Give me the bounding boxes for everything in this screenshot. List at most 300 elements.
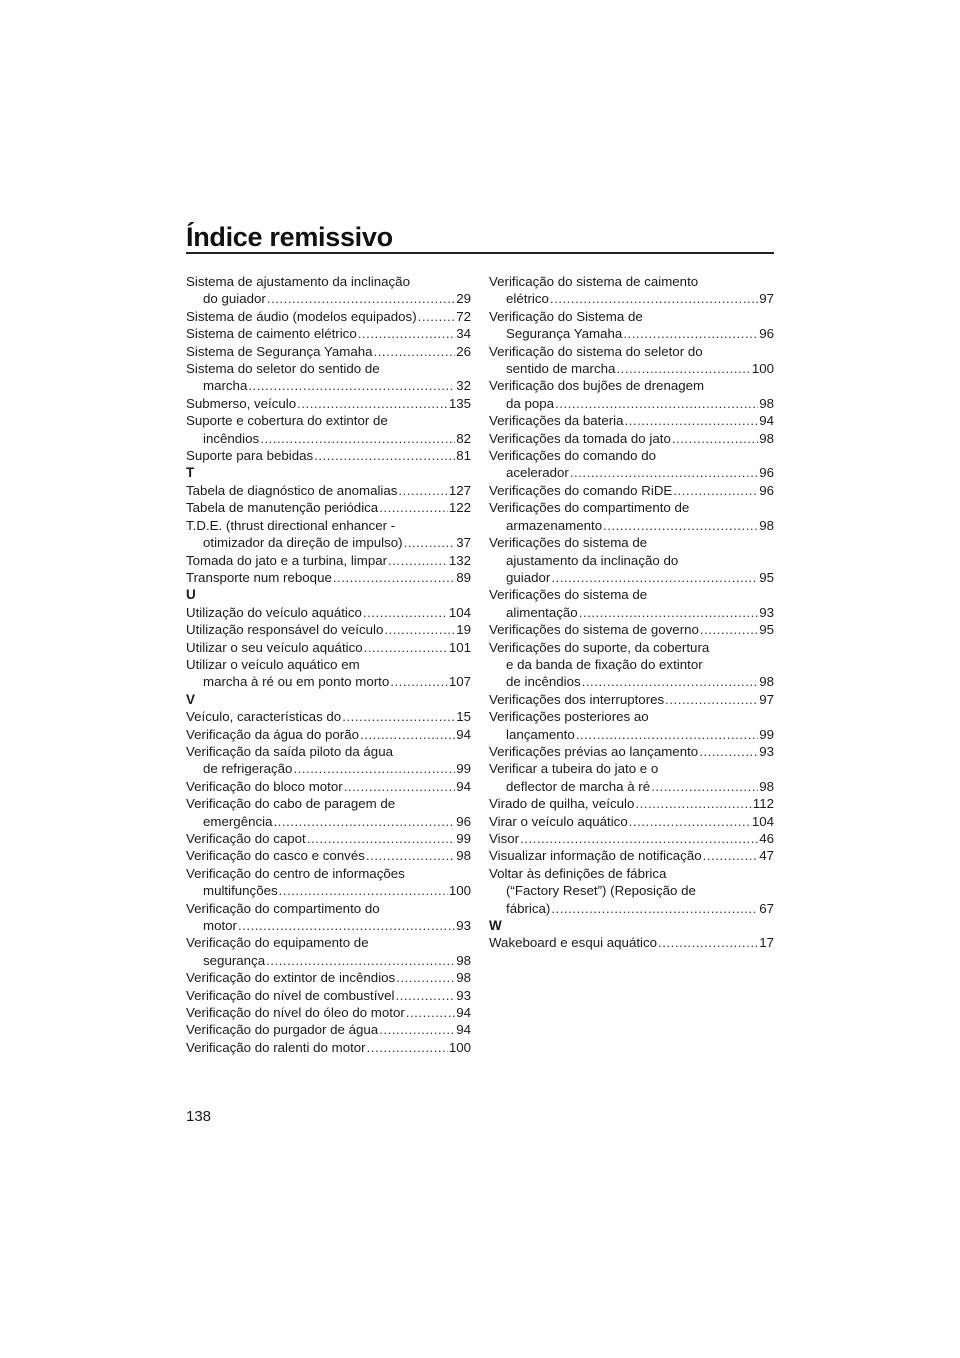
index-entry-text: Verificações do sistema de governo: [489, 622, 699, 638]
index-entry-text: Verificação do bloco motor: [186, 778, 343, 794]
index-entry-text: Verificações do comando RiDE: [489, 482, 673, 498]
index-entry: [186, 934, 471, 969]
index-entry-text: Utilização responsável do veículo: [186, 622, 384, 638]
index-entry-text: alimentação: [506, 604, 578, 620]
index-entry-text: e da banda de fixação do extintor: [506, 656, 703, 672]
index-entry-line: [186, 552, 471, 569]
index-entry-text: Submerso, veículo: [186, 395, 297, 411]
index-entry-page: 98: [759, 778, 774, 794]
dot-leader: [551, 569, 758, 586]
index-letter-heading: W: [489, 918, 502, 934]
index-entry: [489, 813, 774, 830]
index-letter-heading: V: [186, 691, 196, 707]
index-entry-page: 98: [456, 848, 471, 864]
index-entry-line: [186, 604, 471, 621]
index-entry-text: Verificação do equipamento de: [186, 935, 369, 951]
index-entry: [489, 308, 774, 343]
index-column-left: [186, 273, 471, 1056]
dot-leader: [520, 830, 758, 847]
index-entry-line: [186, 621, 471, 638]
index-entry: [186, 639, 471, 656]
index-entry-line: [186, 1039, 471, 1056]
index-entry: [186, 847, 471, 864]
index-entry-page: 81: [456, 448, 471, 464]
index-entry-line: [489, 360, 774, 377]
index-entry-page: 37: [456, 535, 471, 551]
index-entry-line: [489, 482, 774, 499]
index-entry-line: [186, 987, 471, 1004]
dot-leader: [266, 952, 455, 969]
dot-leader: [248, 377, 455, 394]
dot-leader: [344, 778, 456, 795]
index-entry-line: [186, 1021, 471, 1038]
index-entry-page: 72: [456, 308, 471, 324]
index-entry-line: [186, 569, 471, 586]
index-entry-line: [489, 621, 774, 638]
dot-leader: [293, 760, 455, 777]
index-entry-text: emergência: [203, 813, 273, 829]
index-entry-page: 17: [759, 935, 774, 951]
index-entry-line: [186, 447, 471, 464]
index-entry-text: incêndios: [203, 430, 260, 446]
index-entry-page: 47: [759, 848, 774, 864]
index-entry-line: [489, 778, 774, 795]
dot-leader: [555, 395, 758, 412]
index-entry: [186, 726, 471, 743]
index-entry-page: 96: [759, 482, 774, 498]
index-entry-page: 132: [448, 552, 471, 568]
index-entry-text: Utilizar o seu veículo aquático: [186, 639, 363, 655]
index-entry-line: [489, 934, 774, 951]
index-entry-text: Utilizar o veículo aquático em: [186, 656, 360, 672]
index-entry-line: [186, 952, 471, 969]
index-entry-page: 122: [448, 500, 471, 516]
index-entry-text: Utilização do veículo aquático: [186, 604, 362, 620]
index-entry: [186, 273, 471, 308]
index-entry: [489, 482, 774, 499]
index-entry-line: [186, 499, 471, 516]
dot-leader: [665, 691, 758, 708]
dot-leader: [279, 882, 448, 899]
index-entry-line: [489, 569, 774, 586]
index-entry: [186, 795, 471, 830]
dot-leader: [550, 290, 758, 307]
index-entry-page: 112: [752, 796, 774, 812]
index-entry-text: Tomada do jato e a turbina, limpar: [186, 552, 388, 568]
index-entry-line: [186, 917, 471, 934]
index-entry-line: [186, 1004, 471, 1021]
index-entry-line: [186, 708, 471, 725]
index-entry-line: [186, 430, 471, 447]
index-entry-line: [186, 969, 471, 986]
index-entry-page: 32: [456, 378, 471, 394]
dot-leader: [699, 743, 758, 760]
dot-leader: [658, 934, 758, 951]
index-entry-text: Virado de quilha, veículo: [489, 796, 635, 812]
index-entry-text: guiador: [506, 569, 551, 585]
index-entry-text: armazenamento: [506, 517, 603, 533]
index-entry: [489, 830, 774, 847]
index-entry: [489, 621, 774, 638]
index-entry-line: [186, 847, 471, 864]
index-entry-page: 93: [759, 604, 774, 620]
dot-leader: [625, 412, 759, 429]
index-entry-page: 93: [456, 987, 471, 1003]
index-entry-line: [186, 778, 471, 795]
dot-leader: [395, 987, 455, 1004]
index-entry: [186, 778, 471, 795]
dot-leader: [635, 795, 751, 812]
index-entry: [186, 900, 471, 935]
index-entry-text: Verificação da água do porão: [186, 726, 359, 742]
index-entry: [186, 1004, 471, 1021]
index-entry-line: [489, 290, 774, 307]
index-entry: [489, 499, 774, 534]
index-entry-line: [489, 795, 774, 812]
index-entry-page: 98: [456, 970, 471, 986]
index-entry-text: Sistema de Segurança Yamaha: [186, 343, 373, 359]
index-entry: [489, 934, 774, 951]
dot-leader: [333, 569, 455, 586]
index-entry-text: Suporte para bebidas: [186, 448, 314, 464]
index-entry-page: 98: [759, 430, 774, 446]
index-entry-text: otimizador da direção de impulso): [203, 535, 403, 551]
index-entry-text: Verificação do sistema do seletor do: [489, 343, 703, 359]
index-entry-page: 94: [759, 413, 774, 429]
dot-leader: [579, 604, 759, 621]
index-entry: [489, 708, 774, 743]
index-entry-line: [489, 464, 774, 481]
title-divider: [186, 252, 774, 254]
index-entry-text: Verificação do casco e convés: [186, 848, 365, 864]
dot-leader: [629, 813, 751, 830]
index-entry-page: 127: [448, 482, 471, 498]
index-entry-text: de refrigeração: [203, 761, 293, 777]
index-entry-line: [489, 517, 774, 534]
index-entry: [186, 656, 471, 691]
dot-leader: [673, 482, 758, 499]
dot-leader: [700, 621, 758, 638]
index-entry-text: Verificação do ralenti do motor: [186, 1039, 366, 1055]
index-entry-page: 96: [456, 813, 471, 829]
index-entry-text: acelerador: [506, 465, 569, 481]
index-entry: [186, 395, 471, 412]
index-entry: [489, 743, 774, 760]
index-entry-page: 34: [456, 326, 471, 342]
index-entry-text: Tabela de diagnóstico de anomalias: [186, 482, 398, 498]
index-entry: [186, 604, 471, 621]
index-entry-line: [186, 882, 471, 899]
index-entry: [186, 621, 471, 638]
dot-leader: [360, 726, 455, 743]
dot-leader: [366, 847, 455, 864]
index-entry-page: 97: [759, 691, 774, 707]
dot-leader: [551, 900, 758, 917]
index-entry-page: 93: [456, 918, 471, 934]
index-entry-text: Verificações do sistema de: [489, 587, 648, 603]
index-entry: [186, 569, 471, 586]
index-entry-page: 100: [448, 1039, 471, 1055]
index-entry-text: sentido de marcha: [506, 361, 616, 377]
index-entry-page: 98: [759, 674, 774, 690]
index-entry-text: Verificação do cabo de paragem de: [186, 796, 396, 812]
index-entry: [186, 499, 471, 516]
index-entry: [489, 273, 774, 308]
index-entry-page: 26: [456, 343, 471, 359]
index-entry-page: 107: [448, 674, 471, 690]
index-entry-text: motor: [203, 918, 237, 934]
index-entry-text: Wakeboard e esqui aquático: [489, 935, 658, 951]
index-entry-line: [489, 900, 774, 917]
index-entry-text: Verificações dos interruptores: [489, 691, 665, 707]
index-entry-text: Verificações da tomada do jato: [489, 430, 671, 446]
index-entry-text: Verificações posteriores ao: [489, 709, 649, 725]
dot-leader: [384, 621, 455, 638]
dot-leader: [672, 430, 758, 447]
index-entry: [186, 1021, 471, 1038]
index-entry: [186, 708, 471, 725]
index-entry-text: Transporte num reboque: [186, 569, 332, 585]
index-entry-text: Verificação do centro de informações: [186, 865, 405, 881]
dot-leader: [364, 639, 448, 656]
dot-leader: [616, 360, 750, 377]
index-entry-text: Voltar às definições de fábrica: [489, 865, 667, 881]
index-entry-text: Visualizar informação de notificação: [489, 848, 702, 864]
index-entry: [186, 517, 471, 552]
index-entry: [489, 447, 774, 482]
index-entry: [186, 1039, 471, 1056]
index-entry-text: Verificação dos bujões de drenagem: [489, 378, 705, 394]
index-entry-text: Tabela de manutenção periódica: [186, 500, 379, 516]
index-entry-text: Veículo, características do: [186, 709, 342, 725]
index-entry-line: [186, 813, 471, 830]
index-entry: [186, 743, 471, 778]
index-entry: [489, 343, 774, 378]
dot-leader: [307, 830, 455, 847]
dot-leader: [358, 325, 455, 342]
index-entry-page: 82: [456, 430, 471, 446]
index-entry-page: 94: [456, 778, 471, 794]
index-entry: [186, 325, 471, 342]
index-entry-line: [186, 726, 471, 743]
index-entry-line: [186, 639, 471, 656]
index-entry: [186, 830, 471, 847]
index-entry-page: 15: [456, 709, 471, 725]
index-entry-page: 98: [456, 952, 471, 968]
index-entry: [489, 795, 774, 812]
index-entry: [186, 865, 471, 900]
dot-leader: [314, 447, 455, 464]
index-entry-page: 19: [456, 622, 471, 638]
index-entry-line: [186, 482, 471, 499]
index-entry-text: Verificação do purgador de água: [186, 1022, 379, 1038]
dot-leader: [297, 395, 448, 412]
index-entry-text: Verificação do extintor de incêndios: [186, 970, 396, 986]
index-entry-text: marcha à ré ou em ponto morto: [203, 674, 390, 690]
dot-leader: [367, 1039, 448, 1056]
dot-leader: [703, 847, 759, 864]
index-entry-text: Verificação do nível de combustível: [186, 987, 395, 1003]
index-entry: [186, 552, 471, 569]
dot-leader: [379, 499, 448, 516]
index-entry-text: multifunções: [203, 883, 278, 899]
index-entry-text: Verificações do comando do: [489, 448, 657, 464]
index-entry-text: fábrica): [506, 900, 551, 916]
index-entry-text: marcha: [203, 378, 248, 394]
index-entry-page: 94: [456, 726, 471, 742]
index-entry-page: 95: [759, 622, 774, 638]
index-entry-line: [489, 604, 774, 621]
index-entry-text: Verificação do nível do óleo do motor: [186, 1005, 405, 1021]
index-entry-line: [489, 430, 774, 447]
index-entry-text: Verificação do capot: [186, 831, 306, 846]
index-entry-page: 96: [759, 326, 774, 342]
index-entry-text: Verificações da bateria: [489, 413, 624, 429]
index-entry-page: 98: [759, 517, 774, 533]
index-entry-text: Sistema do seletor do sentido de: [186, 361, 380, 377]
dot-leader: [651, 778, 758, 795]
dot-leader: [603, 517, 758, 534]
index-entry-line: [186, 673, 471, 690]
index-entry-text: (“Factory Reset”) (Reposição de: [506, 883, 696, 899]
index-entry: [489, 847, 774, 864]
index-entry-text: lançamento: [506, 726, 575, 742]
index-entry-text: Segurança Yamaha: [506, 326, 623, 342]
dot-leader: [388, 552, 448, 569]
dot-leader: [418, 308, 456, 325]
index-letter-heading: U: [186, 587, 196, 603]
index-entry-line: [186, 534, 471, 551]
dot-leader: [342, 708, 455, 725]
index-entry-text: segurança: [203, 952, 266, 968]
index-entry-text: da popa: [506, 395, 555, 411]
index-entry-text: elétrico: [506, 291, 549, 307]
index-entry-page: 67: [759, 900, 774, 916]
index-entry-text: Verificação do sistema de caimento: [489, 274, 699, 289]
index-entry: [186, 308, 471, 325]
page-number: 138: [186, 1108, 212, 1125]
index-entry-page: 104: [751, 813, 774, 829]
index-entry-text: Sistema de ajustamento da inclinação: [186, 274, 410, 289]
index-entry: [186, 482, 471, 499]
index-entry-text: Verificação da saída piloto da água: [186, 743, 393, 759]
dot-leader: [570, 464, 758, 481]
index-entry-page: 97: [759, 291, 774, 307]
index-entry: [186, 987, 471, 1004]
index-entry: [489, 586, 774, 621]
index-entry-text: Verificações prévias ao lançamento: [489, 743, 699, 759]
index-entry-text: do guiador: [203, 291, 266, 307]
index-entry: [489, 865, 774, 917]
index-entry-text: deflector de marcha à ré: [506, 778, 651, 794]
index-entry-line: [489, 395, 774, 412]
dot-leader: [582, 673, 759, 690]
index-entry: [186, 969, 471, 986]
index-entry-page: 100: [751, 361, 774, 377]
index-entry: [489, 534, 774, 586]
dot-leader: [398, 482, 447, 499]
index-entry-text: ajustamento da inclinação do: [506, 552, 679, 568]
index-entry: [186, 447, 471, 464]
index-entry: [186, 343, 471, 360]
index-entry-line: [489, 691, 774, 708]
index-entry-page: 94: [456, 1022, 471, 1038]
dot-leader: [273, 813, 455, 830]
dot-leader: [576, 726, 758, 743]
index-entry-text: Verificações do sistema de: [489, 535, 648, 551]
index-entry-line: [489, 412, 774, 429]
index-entry: [489, 639, 774, 691]
index-entry-page: 104: [448, 604, 471, 620]
index-entry-page: 93: [759, 743, 774, 759]
index-entry-text: Verificar a tubeira do jato e o: [489, 761, 659, 777]
index-entry-page: 46: [759, 831, 774, 846]
dot-leader: [238, 917, 455, 934]
index-entry-page: 101: [448, 639, 471, 655]
index-entry-text: Sistema de caimento elétrico: [186, 326, 357, 342]
index-column-right: [489, 273, 774, 952]
index-entry-line: [186, 760, 471, 777]
index-entry-line: [186, 290, 471, 307]
index-entry-page: 89: [456, 569, 471, 585]
index-entry-text: Suporte e cobertura do extintor de: [186, 413, 388, 429]
index-entry-text: T.D.E. (thrust directional enhancer -: [186, 517, 396, 533]
index-entry-page: 135: [448, 395, 471, 411]
index-entry-page: 29: [456, 291, 471, 307]
dot-leader: [379, 1021, 455, 1038]
dot-leader: [363, 604, 448, 621]
index-entry-text: Sistema de áudio (modelos equipados): [186, 308, 417, 324]
index-entry-line: [489, 726, 774, 743]
index-entry-page: 99: [456, 831, 471, 846]
index-entry-page: 94: [456, 1005, 471, 1021]
index-entry-text: Verificações do compartimento de: [489, 500, 690, 516]
index-entry: [489, 412, 774, 429]
dot-leader: [390, 673, 448, 690]
index-entry-page: 95: [759, 569, 774, 585]
index-entry-line: [186, 377, 471, 394]
index-entry-page: 99: [456, 761, 471, 777]
index-entry: [186, 360, 471, 395]
index-entry-line: [489, 813, 774, 830]
dot-leader: [374, 343, 456, 360]
index-entry-text: Verificação do Sistema de: [489, 308, 643, 324]
index-entry-line: [489, 743, 774, 760]
index-entry-line: [186, 830, 471, 847]
index-entry-page: 100: [448, 883, 471, 899]
dot-leader: [260, 430, 455, 447]
index-entry: [489, 377, 774, 412]
index-entry-text: de incêndios: [506, 674, 581, 690]
index-letter-heading: T: [186, 465, 195, 481]
index-entry-text: Verificação do compartimento do: [186, 900, 380, 916]
index-entry-line: [186, 395, 471, 412]
index-entry-line: [489, 673, 774, 690]
dot-leader: [404, 534, 456, 551]
dot-leader: [623, 325, 758, 342]
index-entry: [489, 430, 774, 447]
dot-leader: [396, 969, 455, 986]
index-entry-text: Verificações do suporte, da cobertura: [489, 639, 710, 655]
index-entry-text: Visor: [489, 831, 520, 846]
page-title: Índice remissivo: [186, 222, 393, 252]
index-entry-line: [489, 830, 774, 847]
index-entry-line: [489, 847, 774, 864]
index-entry-page: 96: [759, 465, 774, 481]
index-entry: [489, 691, 774, 708]
dot-leader: [406, 1004, 455, 1021]
index-entry: [186, 412, 471, 447]
